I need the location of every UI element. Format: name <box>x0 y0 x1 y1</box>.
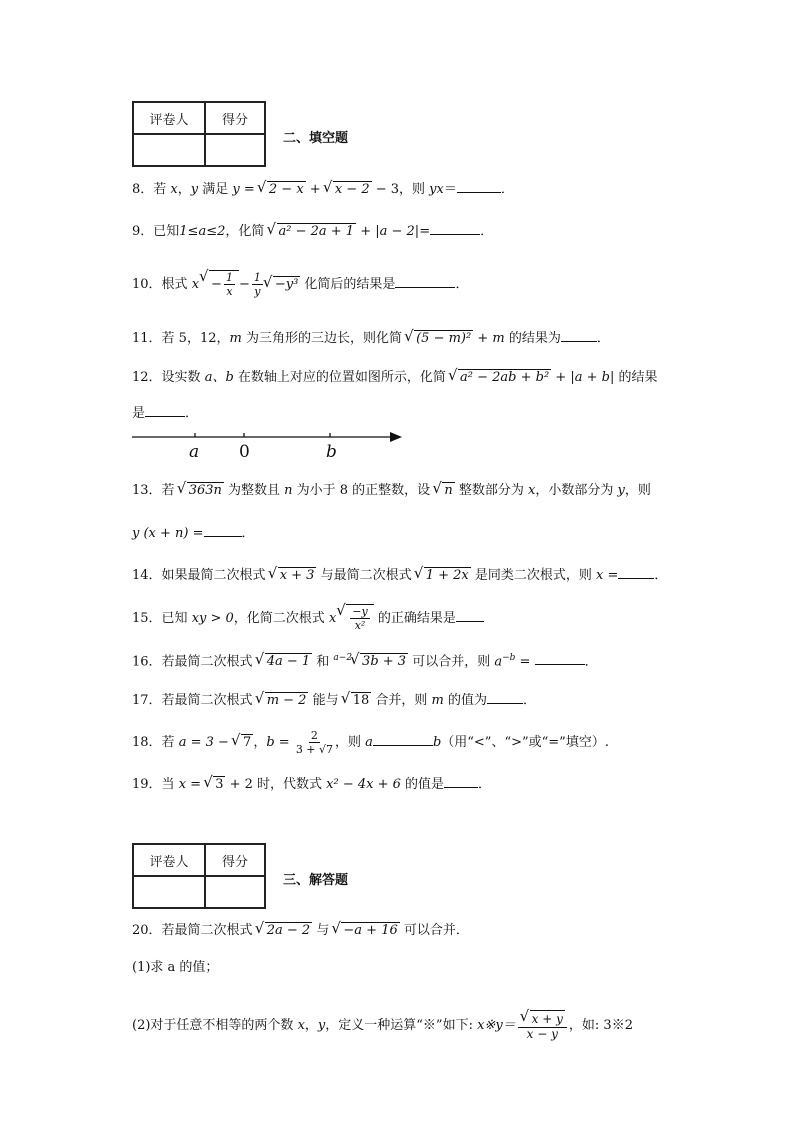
answer-blank <box>456 607 484 622</box>
reviewer-cell <box>133 876 205 908</box>
score-table-1 <box>132 101 266 167</box>
label-b: b <box>326 442 337 462</box>
question-13-line2: y (x + n) = ． <box>132 522 255 544</box>
question-20: 20．若最简二次根式 √ 2a − 2 与 √ −a + 16 可以合并． <box>132 921 469 941</box>
sqrt-term: √ 3 <box>213 776 225 793</box>
sqrt-term-2: √ −a + 16 <box>341 922 399 939</box>
question-9: 9．已知1≤a≤2，化简 √ a² − 2a + 1 + |a − 2|= ． <box>132 220 493 242</box>
label-zero: 0 <box>239 442 250 462</box>
question-20-part-1: (1)求 a 的值； <box>132 960 219 975</box>
score-header: 得分 <box>205 844 265 876</box>
question-19: 19．当 x = √ 3 + 2 时，代数式 x² − 4x + 6 的值是 ． <box>132 773 491 795</box>
score-cell <box>205 876 265 908</box>
sqrt-term: √ 363n <box>187 482 224 499</box>
sqrt-term-2: √ 18 <box>351 692 372 709</box>
reviewer-header: 评卷人 <box>133 102 205 134</box>
section-title-answer: 三、解答题 <box>283 873 349 888</box>
sqrt-term-1: √ m − 2 <box>265 692 309 709</box>
number-line-arrow <box>390 432 402 442</box>
sqrt-term: √ −y³ <box>273 276 300 293</box>
sqrt-term: √ 7 <box>241 734 253 751</box>
sqrt-term-1: √ 2a − 2 <box>265 922 312 939</box>
question-16: 16．若最简二次根式 √ 4a − 1 和 $^{a-2}$√ 3b + 3 可以合并，则 $a^{-b}$ = ． <box>132 648 598 672</box>
question-15: 15．已知 xy > 0，化简二次根式 x √ $\frac{-y}{\text{x²}}$ 的正确结果是 <box>132 604 484 632</box>
question-12-line2: 是 ． <box>132 402 198 424</box>
answer-blank <box>457 178 501 193</box>
sqrt-fraction: √ − $\frac{1}{x}$ <box>209 270 239 298</box>
sqrt-term-1: √ 4a − 1 <box>265 653 312 670</box>
question-8: 8．若 x，y 满足 y = √ 2 − x + √ x − 2 − 3，则 yx＝ ． <box>132 178 514 200</box>
question-12: 12．设实数 a、b 在数轴上对应的位置如图所示，化简 √ a² − 2ab + b² + |a + b| 的结果 <box>132 368 657 388</box>
question-20-part-2: (2)对于任意不相等的两个数 x，y，定义一种运算“※”如下: x※y＝ √ $\frac{x + y}{x - y}$ ，如: 3※2 <box>132 1010 633 1041</box>
question-18: 18．若 a = 3 − √ 7 ，b = $\frac{2}{3 + √7}$ ，则 a b（用“<”、“>”或“=”填空）. <box>132 729 609 756</box>
reviewer-header: 评卷人 <box>133 844 205 876</box>
answer-blank <box>145 402 185 417</box>
sqrt-term: √ a² − 2a + 1 <box>277 223 357 240</box>
sqrt-term: √ a² − 2ab + b² <box>458 369 551 386</box>
section-title-fill-blank: 二、填空题 <box>283 131 349 146</box>
answer-blank <box>487 689 523 704</box>
question-11: 11．若 5，12，m 为三角形的三边长，则化简 √ (5 − m)² + m 的结果为 ． <box>132 327 610 349</box>
sqrt-term-1: √ 2 − x <box>267 181 306 198</box>
question-13: 13．若 √ 363n 为整数且 n 为小于 8 的正整数，设 √ n 整数部分为 x，小数部分为 y，则 <box>132 481 651 501</box>
sqrt-n: √ n <box>442 482 454 499</box>
number-line <box>130 428 405 448</box>
answer-blank <box>395 273 455 288</box>
score-header: 得分 <box>205 102 265 134</box>
question-14: 14．如果最简二次根式 √ x + 3 与最简二次根式 √ 1 + 2x 是同类二次根式，则 x = ． <box>132 564 667 586</box>
sqrt-fraction: √ $\frac{-y}{\text{x²}}$ <box>346 604 373 632</box>
sqrt-term-2: √ x − 2 <box>333 181 372 198</box>
answer-blank <box>430 220 480 235</box>
question-17: 17．若最简二次根式 √ m − 2 能与 √ 18 合并，则 m 的值为 ． <box>132 689 536 711</box>
sqrt-term: √ (5 − m)² <box>414 330 473 347</box>
answer-blank <box>618 564 654 579</box>
answer-blank <box>204 522 242 537</box>
answer-blank <box>373 731 433 746</box>
score-table-2 <box>132 843 266 909</box>
sqrt-term-2: √ 1 + 2x <box>424 567 471 584</box>
question-10: 10．根式 x√ − $\frac{1}{x}$ − $\frac{1}{y}$ √ −y³ 化简后的结果是 ． <box>132 270 468 298</box>
sqrt-term-2: √ 3b + 3 <box>360 653 408 670</box>
answer-blank <box>444 773 478 788</box>
answer-blank <box>561 327 597 342</box>
label-a: a <box>189 442 200 462</box>
answer-blank <box>535 650 585 665</box>
sqrt-term-1: √ x + 3 <box>278 567 317 584</box>
reviewer-cell <box>133 134 205 166</box>
score-cell <box>205 134 265 166</box>
